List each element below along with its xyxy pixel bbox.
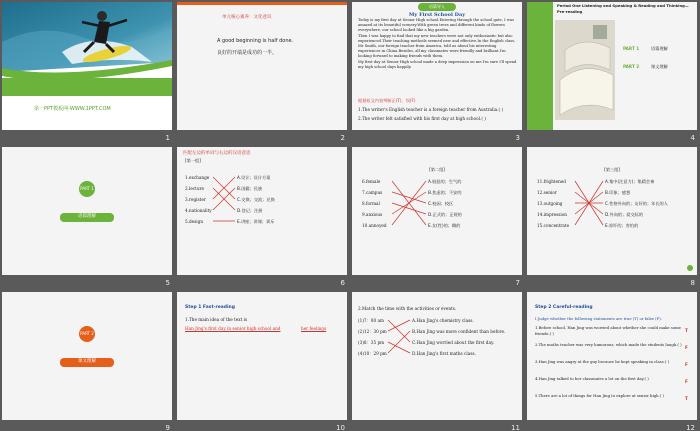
match-right-item: B.印象；感想	[605, 189, 631, 195]
slide-1-canvas	[2, 2, 172, 130]
match-left-item: (1)7：00 am	[358, 317, 384, 323]
slide-2-header: 单元核心素养：文化意识	[222, 15, 272, 20]
match-left-item: 11.frightened	[537, 178, 566, 184]
slide-1-site: 第一PPT模板网-WWW.1PPT.COM	[34, 106, 111, 112]
match-left-item: (2)12：30 pm	[358, 328, 387, 334]
match-left-item: 1.exchange	[185, 174, 210, 180]
slide-4-part-1: PART 1	[623, 46, 640, 51]
match-left-item: (3)8：35 pm	[358, 339, 385, 345]
slide-11-canvas	[352, 292, 522, 420]
match-left-item: 3.register	[185, 196, 206, 202]
match-left-item: (4)10：29 pm	[358, 350, 387, 356]
slide-6-match-lines	[177, 147, 347, 275]
slide-1-title-band	[2, 78, 172, 96]
match-left-item: 12.senior	[537, 189, 557, 195]
answer-mark: F	[685, 345, 688, 350]
slide-2-quote-en: A good beginning is half done.	[217, 38, 294, 44]
slide-thumb-2[interactable]	[175, 0, 349, 144]
match-left-item: 13.outgoing	[537, 200, 563, 206]
match-right-item: B.Han Jing was more confident than before.	[412, 328, 506, 334]
slide-3-tag: 语篇导入	[418, 3, 456, 11]
slide-7-sub: [第二组]	[429, 167, 445, 172]
slide-thumb-1[interactable]	[0, 0, 174, 144]
match-left-item: 2.lecture	[185, 185, 205, 191]
slide-10-step: Step 1 Fast-reading	[185, 305, 235, 310]
match-left-item: 7.campus	[362, 189, 383, 195]
slide-number: 9	[165, 424, 170, 431]
slide-2-quote-cn: 良好的开端是成功的一半。	[217, 50, 278, 56]
slide-number: 3	[515, 134, 520, 142]
slide-thumb-10[interactable]	[175, 290, 349, 431]
match-right-item: B.焦虑的；不安的	[428, 189, 462, 195]
match-right-item: D.正式的；正规的	[428, 211, 462, 217]
slide-number: 12	[686, 424, 695, 431]
slide-thumb-6[interactable]	[175, 145, 349, 289]
slide-number: 4	[690, 134, 695, 142]
slide-9-canvas	[2, 292, 172, 420]
match-left-item: 14.impression	[537, 211, 567, 217]
match-right-item: B.国籍；民族	[237, 185, 263, 191]
match-right-item: C.校园；校区	[428, 200, 454, 206]
slide-5-canvas	[2, 147, 172, 275]
slide-7-canvas	[352, 147, 522, 275]
slide-thumb-5[interactable]	[0, 145, 174, 289]
slide-thumb-11[interactable]	[350, 290, 524, 431]
slide-6-header: 匹配左边的单词与右边的汉语意思	[183, 151, 251, 156]
match-left-item: 9.anxious	[362, 211, 383, 217]
slide-8-dot-icon	[687, 265, 693, 271]
slide-number: 11	[511, 424, 520, 431]
answer-mark: T	[685, 396, 688, 401]
slide-5-label: 语篇理解	[60, 213, 114, 222]
slide-4-canvas	[527, 2, 697, 130]
match-right-item: E.惊吓的；害怕的	[605, 222, 639, 228]
slide-thumb-12[interactable]	[525, 290, 699, 431]
slide-number: 5	[165, 279, 170, 287]
match-right-item: A.Han Jing's chemistry class.	[412, 317, 474, 323]
slide-4-part-2: PART 2	[623, 64, 640, 69]
slide-4-side-band	[527, 2, 553, 130]
slide-thumb-7[interactable]	[350, 145, 524, 289]
match-right-item: D.登记；注册	[237, 207, 263, 213]
statement-item: 4.Han Jing talked to her classmates a lot on the first day.( )	[535, 376, 649, 381]
slide-9-label: 课文理解	[60, 358, 114, 367]
match-right-item: A.设计；设计方案	[237, 174, 271, 180]
slide-10-answer-2: her feelings	[301, 326, 327, 331]
slide-6-sub: [第一组]	[185, 158, 201, 163]
slide-8-canvas	[527, 147, 697, 275]
match-right-item: D.Han Jing's first maths class.	[412, 350, 476, 356]
match-right-item: A.恼怒的；生气的	[428, 178, 462, 184]
match-right-item: E.女(性)的；雌的	[428, 222, 461, 228]
slide-4-part-1-label: 语篇理解	[651, 46, 668, 51]
statement-item: 5.There are a lot of things for Han Jing to explore at senior high.( )	[535, 393, 664, 398]
match-left-item: 10.annoyed	[362, 222, 387, 228]
slide-12-instruction: Ⅰ.Judge whether the following statements are true (T) or false (F).	[535, 316, 662, 321]
slide-3-question-2: 2.The writer felt satisfied with his first day at high school.( )	[358, 116, 486, 121]
match-right-item: E.讲座；讲课；训斥	[237, 218, 275, 224]
statement-item: 1.Before school, Han Jing was worried about whether she could make some friends.( )	[535, 325, 681, 336]
statement-item: 3.Han Jing was angry at the guy because he kept speaking in class.( )	[535, 359, 670, 364]
match-left-item: 4.nationality	[185, 207, 212, 213]
slide-number: 8	[690, 279, 695, 287]
match-right-item: A.集中(注意力)；集精会神	[605, 178, 655, 184]
match-right-item: C.交换；交流；兑换	[237, 196, 275, 202]
slide-10-question: 1.The main idea of the text is	[185, 317, 248, 322]
slide-thumb-9[interactable]	[0, 290, 174, 431]
answer-mark: F	[685, 379, 688, 384]
answer-mark: F	[685, 362, 688, 367]
slide-thumb-8[interactable]	[525, 145, 699, 289]
slide-5-part-circle: PART 1	[79, 181, 95, 197]
statement-item: 2.The maths teacher was very humorous, which made the students laugh.( )	[535, 342, 682, 347]
match-left-item: 8.formal	[362, 200, 380, 206]
slide-number: 2	[340, 134, 345, 142]
slide-11-match-lines	[352, 292, 522, 420]
slide-3-body: Today is my first day at Senior High school.Entering through the school gate, I was amazed at its beautiful scenery.With green trees and different kinds of flowers everywhere, our school looked like a big garden. Then I was happy to find that my new teachers were not only enthusiastic but also experienced.Their teaching methods seemed new and effective.In the English class, Mr Smith, our foreign teacher from America, told us about his interesting experiences in China.Besides, all my classmates were friendly and brilliant.I'm looking forward to making friends with them. My first day at Senior High school made a deep impression on me.I'm sure I'll spend my high school days happily.	[358, 18, 517, 69]
slide-thumb-3[interactable]	[350, 0, 524, 144]
slide-4-part-2-label: 课文理解	[651, 64, 668, 69]
slide-3-question-head: 根据短文内容判断正(T)、误(F)	[358, 98, 416, 103]
slide-number: 10	[336, 424, 345, 431]
answer-mark: T	[685, 328, 688, 333]
slide-8-match-lines	[527, 147, 697, 275]
book-photo	[555, 20, 615, 120]
slide-number: 7	[515, 279, 520, 287]
slide-number: 6	[340, 279, 345, 287]
slide-3-question-1: 1.The writer's English teacher is a foreign teacher from Australia.( )	[358, 107, 504, 112]
slide-7-match-lines	[352, 147, 522, 275]
slide-12-step: Step 2 Careful-reading	[535, 305, 593, 310]
match-left-item: 5.design	[185, 218, 204, 224]
match-right-item: D.外向的；爱交际的	[605, 211, 644, 217]
match-right-item: C.性格外向的；友好的；年长的人	[605, 200, 668, 206]
slide-number: 1	[165, 134, 170, 142]
match-left-item: 15.concentrate	[537, 222, 570, 228]
slide-thumb-4[interactable]	[525, 0, 699, 144]
slide-8-sub: [第三组]	[604, 167, 620, 172]
slide-3-heading: My First School Day	[408, 12, 466, 18]
slide-9-part-circle: PART 2	[79, 326, 95, 342]
slide-10-canvas	[177, 292, 347, 420]
slide-2-top-bar	[177, 2, 347, 5]
slide-2-canvas	[177, 2, 347, 130]
slide-12-canvas	[527, 292, 697, 420]
slide-6-canvas	[177, 147, 347, 275]
match-right-item: C.Han Jing worried about the first day.	[412, 339, 495, 345]
match-left-item: 6.female	[362, 178, 381, 184]
slide-10-answer-1: Han Jing's first day in senior high school and	[185, 326, 281, 331]
slide-3-canvas	[352, 2, 522, 130]
slide-11-question: 2.Match the time with the activities or events.	[358, 306, 457, 311]
slide-4-header: Period One Listening and Speaking & Reading and Thinking—Pre-reading	[557, 3, 689, 14]
